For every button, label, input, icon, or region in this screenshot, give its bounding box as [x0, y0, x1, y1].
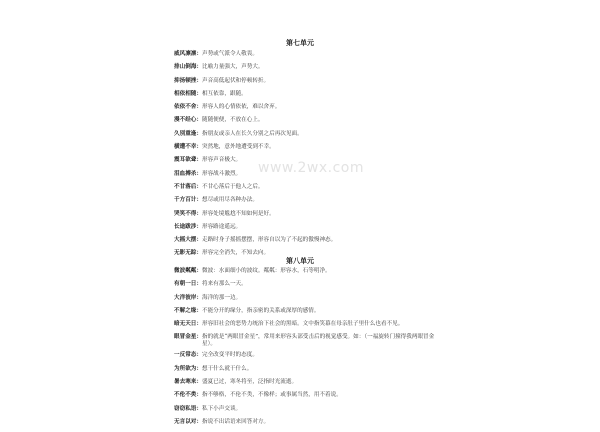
list-item: 暗无天日： 形容旧社会的恶势力统治下社会的黑暗。文中指笑幕在母亲肚子里什么也看不见。 [174, 321, 404, 328]
list-item: 千方百计： 想尽或用尽各种办法。 [174, 197, 258, 204]
list-item: 震耳欲聋： 形容声音极大。 [174, 157, 242, 164]
list-item: 威风凛凛： 声势或气派令人敬畏。 [174, 51, 258, 57]
list-item: 依依不舍： 形容人的心情依依，难以舍弃。 [174, 104, 281, 111]
list-item: 排山倒海： 比喻力量强大，声势大。 [174, 64, 264, 71]
unit7-title: 第七单元 [286, 38, 314, 47]
list-item: 暑去寒来： 盛夏已过，寒冬将至，泛指时光流逝。 [174, 379, 298, 386]
list-item: 眼冒金星： 指的就是“两眼冒金星”，常用来形容头部受击后的视觉感受。如：（一福旋转门撞得我两眼冒金星）。 [174, 334, 435, 348]
list-item: 无影无踪： 形容完全消失，不知去向。 [174, 250, 270, 257]
list-item: 久别重逢： 指朋友或亲人在长久分别之后再次见面。 [174, 130, 303, 137]
list-item: 抑扬顿挫： 声音高低起伏和停顿转折。 [174, 77, 270, 84]
watermark: www.2wx.com [258, 160, 365, 176]
list-item: 一反常态： 完全改变平时的态度。 [174, 352, 258, 359]
list-item: 窃窃私语： 私下小声交谈。 [174, 405, 242, 412]
list-item: 不甘落后： 不甘心落后于他人之后。 [174, 183, 264, 190]
list-item: 泪血搏杀： 形容战斗激烈。 [174, 170, 242, 177]
list-item: 相依相随： 相互依靠，跟随。 [174, 90, 247, 97]
list-item: 为所欲为： 想干什么就干什么。 [174, 365, 253, 372]
list-item: 横遭不幸： 突然地，意外地遭受到不幸。 [174, 144, 275, 151]
list-item: 有朝一日： 将来有那么一天。 [174, 281, 247, 288]
unit8-title: 第八单元 [286, 256, 314, 265]
list-item: 无言以对： 指说不出话语来回答对方。 [174, 418, 270, 425]
list-item: 微波粼粼： 微波：水面细小的波纹。粼粼：形容水，石等明净。 [174, 268, 331, 274]
list-item: 不伦不类： 指不够格，不伦不类，不像样；或事属当然，用不着说。 [174, 392, 342, 399]
list-item: 长途跋涉： 形容路途遥远。 [174, 223, 242, 230]
unit8-entries [174, 268, 474, 432]
list-item: 不解之缘： 不能分开的缘分，指亲密的关系或深厚的感情。 [174, 307, 320, 314]
list-item: 大摇大摆： 走路时身子摇摇摆摆，形容自以为了不起的傲慢神态。 [174, 237, 337, 244]
list-item: 漫不经心： 随随便便，不放在心上。 [174, 117, 264, 124]
list-item: 哭笑不得： 形容处境尴尬不知如何是好。 [174, 210, 275, 217]
list-item: 大洋彼岸： 海洋的那一边。 [174, 294, 242, 301]
unit7-entries [174, 51, 474, 264]
